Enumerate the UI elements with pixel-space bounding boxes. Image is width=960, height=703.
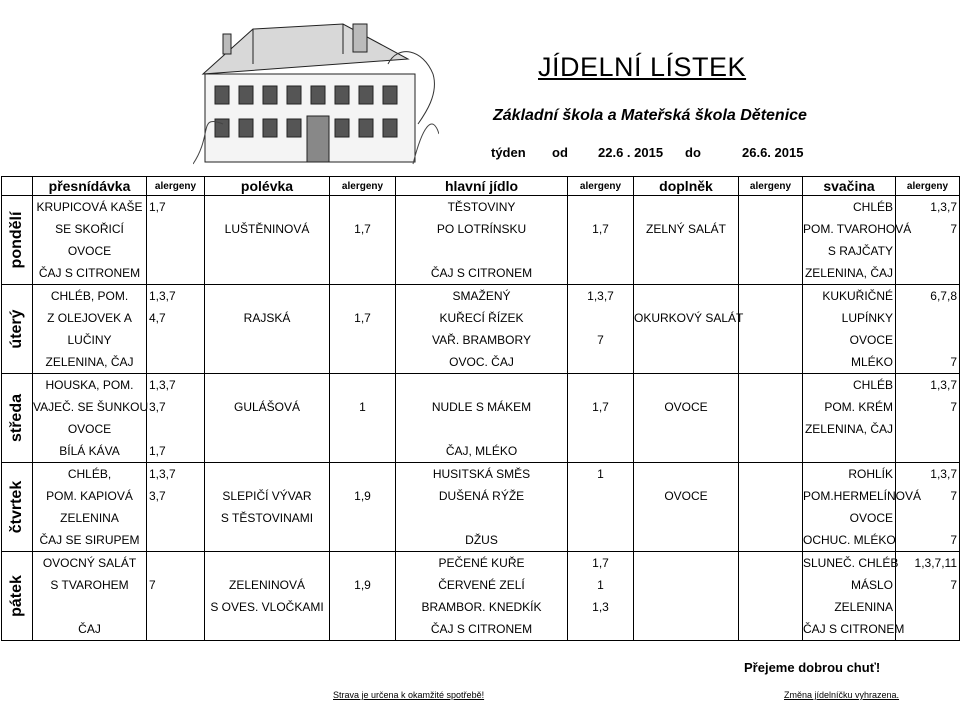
allergen-code: 7 [950,400,957,414]
menu-item [205,529,329,551]
allergen-code: 6,7,8 [930,289,957,303]
menu-item [634,196,738,218]
allergen-code [739,529,802,551]
allergen-code [739,396,802,418]
allergen-code [147,507,204,529]
menu-item: ČAJ S CITRONEM [38,266,141,280]
allergen-code [147,329,204,351]
snack-alg-cell [896,374,960,463]
menu-item: OVOCE [67,244,112,258]
allergen-code: 1,7 [149,444,166,458]
allergen-code [896,240,959,262]
menu-item: CHLÉB [852,200,893,214]
menu-item [396,507,567,529]
menu-item: KUŘECÍ ŘÍZEK [439,311,524,325]
menu-item [634,529,738,551]
breakfast-cell [33,463,147,552]
allergen-code: 1,7 [592,556,609,570]
menu-item [205,285,329,307]
day-name-cell [2,196,33,285]
allergen-code [330,196,395,218]
allergen-code [330,262,395,284]
day-header [2,177,33,196]
allergen-code [739,418,802,440]
allergen-code [330,329,395,351]
menu-item [205,374,329,396]
allergen-code [568,240,633,262]
allergens-header: alergeny [330,177,396,196]
soup-alg-cell [330,552,396,641]
snack-alg-cell [896,552,960,641]
menu-item: OCHUC. MLÉKO [803,533,896,547]
allergen-code [739,596,802,618]
allergen-code [147,552,204,574]
menu-item: KRUPICOVÁ KAŠE [36,200,143,214]
menu-item [634,618,738,640]
breakfast-alg-cell [147,463,205,552]
menu-item: Z OLEJOVEK A [47,311,132,325]
snack-cell [803,463,922,552]
menu-item [205,240,329,262]
menu-item: CHLÉB, POM. [50,289,129,303]
soup-alg-cell [330,463,396,552]
allergen-code: 1 [359,400,366,414]
allergens-header: alergeny [568,177,634,196]
allergen-code [330,440,395,462]
menu-item [205,440,329,462]
allergen-code [147,596,204,618]
note-changes: Změna jídelníčku vyhrazena. [784,690,900,700]
menu-item: S TVAROHEM [50,578,129,592]
snack-cell [803,552,905,641]
snack-cell [803,374,896,463]
menu-item: OVOCE [664,489,708,503]
menu-item [634,596,738,618]
menu-item [634,240,738,262]
snack-cell [803,196,912,285]
menu-item: VAJEČ. SE ŠUNKOU [33,400,149,414]
side-cell [634,285,744,374]
allergen-code [147,618,204,640]
menu-item [634,262,738,284]
menu-item: S RAJČATY [827,244,893,258]
menu-item: PEČENÉ KUŘE [438,556,525,570]
menu-item: SLUNEČ. CHLÉB [803,556,899,570]
breakfast-alg-cell [147,285,205,374]
main-cell [396,196,568,285]
allergen-code: 7 [950,578,957,592]
menu-item: POM. TVAROHOVÁ [803,222,912,236]
allergen-code [568,618,633,640]
allergen-code [568,262,633,284]
allergen-code: 7 [597,333,604,347]
allergen-code: 3,7 [149,400,166,414]
allergen-code [896,329,959,351]
menu-item [634,463,738,485]
menu-item [205,618,329,640]
snack-alg-cell [896,196,960,285]
allergen-code: 1,3,7 [149,378,176,392]
side-alg-cell [739,196,803,285]
menu-item: LUČINY [67,333,112,347]
allergen-code [330,507,395,529]
menu-item: HUSITSKÁ SMĚS [432,467,531,481]
menu-item: ZELENINA [834,600,893,614]
menu-item [634,418,738,440]
menu-item: PO LOTRÍNSKU [436,222,527,236]
soup-cell [205,463,330,552]
allergen-code [568,485,633,507]
menu-item: ČAJ S CITRONEM [430,622,533,636]
allergen-code [330,240,395,262]
allergen-code [568,351,633,373]
allergen-code [330,529,395,551]
note-storage: Strava je určena k okamžité spotřebě! [333,690,485,700]
allergen-code [896,507,959,529]
allergen-code: 1,3,7 [587,289,614,303]
menu-item: SLEPIČÍ VÝVAR [222,489,312,503]
menu-item: ČAJ, MLÉKO [445,444,518,458]
menu-item: CHLÉB, [67,467,112,481]
menu-item [33,596,146,618]
school-name: Základní škola a Mateřská škola Dětenice [493,107,807,124]
menu-item: CHLÉB [852,378,893,392]
menu-item: DUŠENÁ RÝŽE [438,489,525,503]
menu-item [634,440,738,462]
menu-item: GULÁŠOVÁ [233,400,301,414]
soup-header: polévka [205,177,330,196]
snack-header: svačina [803,177,896,196]
menu-item: OVOCE [849,511,893,525]
snack-alg-cell [896,463,960,552]
day-name: středa [8,393,25,443]
side-cell [634,552,739,641]
allergen-code [330,596,395,618]
allergen-code: 1,7 [354,311,371,325]
breakfast-alg-cell [147,552,205,641]
snack-cell [803,285,896,374]
allergen-code [739,329,802,351]
menu-item: OKURKOVÝ SALÁT [634,311,744,325]
allergen-code: 1 [597,578,604,592]
allergen-code [896,440,959,462]
menu-item: ČAJ S CITRONEM [430,266,533,280]
header-row [2,177,960,196]
allergen-code [739,218,802,240]
menu-item: S OVES. VLOČKAMI [210,600,324,614]
menu-item [205,196,329,218]
allergen-code: 1,3,7 [930,467,957,481]
breakfast-cell [33,285,147,374]
allergen-code: 3,7 [149,489,166,503]
allergen-code [147,529,204,551]
allergen-code [739,285,802,307]
allergen-code: 1,7 [149,200,166,214]
day-row [2,552,960,641]
side-cell [634,374,739,463]
allergens-header: alergeny [896,177,960,196]
page-title: JÍDELNÍ LÍSTEK [538,52,747,82]
to-label: do [685,145,701,160]
allergen-code [739,507,802,529]
menu-item: VAŘ. BRAMBORY [432,333,531,347]
allergen-code [330,285,395,307]
allergen-code [330,351,395,373]
menu-item: OVOC. ČAJ [449,355,514,369]
breakfast-cell [33,196,147,285]
menu-item: ZELENINOVÁ [228,578,306,592]
menu-item [205,463,329,485]
allergen-code [739,574,802,596]
allergens-header: alergeny [147,177,205,196]
to-date: 26.6. 2015 [742,145,804,160]
allergen-code [739,463,802,485]
soup-cell [205,196,330,285]
menu-item: ČERVENÉ ZELÍ [438,578,525,592]
menu-item [634,285,738,307]
menu-item [634,329,738,351]
allergen-code: 7 [950,355,957,369]
menu-item: ZELENINA [60,511,119,525]
menu-item: LUŠTĚNINOVÁ [224,222,310,236]
menu-item [205,262,329,284]
menu-item [396,240,567,262]
menu-item: BRAMBOR. KNEDKÍK [421,600,542,614]
menu-item: SE SKOŘICÍ [55,222,124,236]
main-dish-header: hlavní jídlo [396,177,568,196]
allergens-header: alergeny [739,177,803,196]
allergen-code [330,374,395,396]
allergen-code [739,440,802,462]
breakfast-alg-cell [147,374,205,463]
allergen-code [568,440,633,462]
day-name: čtvrtek [8,480,25,534]
menu-item [205,552,329,574]
allergen-code: 1,3,7 [149,289,176,303]
menu-item: BÍLÁ KÁVA [59,444,120,458]
menu-item: LUPÍNKY [841,311,893,325]
soup-cell [205,285,330,374]
allergen-code [568,196,633,218]
allergen-code: 7 [950,222,957,236]
menu-item [205,418,329,440]
allergen-code [330,418,395,440]
menu-item: ROHLÍK [848,467,893,481]
allergen-code: 1,3,7 [930,378,957,392]
menu-item: POM. KRÉM [824,400,893,414]
main-alg-cell [568,285,634,374]
week-label: týden [491,145,526,160]
menu-item [634,374,738,396]
menu-item: MLÉKO [850,355,893,369]
menu-item [634,574,738,596]
menu-item [396,418,567,440]
allergen-code: 1 [597,467,604,481]
main-alg-cell [568,374,634,463]
side-alg-cell [739,552,803,641]
menu-item [205,351,329,373]
menu-item: ČAJ SE SIRUPEM [39,533,140,547]
menu-item: ZELENINA, ČAJ [804,266,893,280]
main-cell [396,463,568,552]
allergen-code [330,618,395,640]
soup-alg-cell [330,196,396,285]
soup-alg-cell [330,374,396,463]
main-cell [396,374,568,463]
menu-item: OVOCE [67,422,112,436]
menu-item: RAJSKÁ [243,311,291,325]
side-header: doplněk [634,177,739,196]
main-cell [396,552,568,641]
allergen-code: 4,7 [149,311,166,325]
allergen-code: 7 [149,578,156,592]
allergen-code: 1,7 [592,400,609,414]
day-name-cell [2,285,33,374]
menu-item [205,329,329,351]
main-alg-cell [568,463,634,552]
breakfast-alg-cell [147,196,205,285]
menu-item [634,351,738,373]
greeting: Přejeme dobrou chuť! [744,660,881,675]
menu-item [634,507,738,529]
day-row [2,196,960,285]
allergen-code [739,262,802,284]
menu-item: POM.HERMELÍNOVÁ [803,489,922,503]
menu-item: HOUSKA, POM. [45,378,134,392]
side-alg-cell [739,374,803,463]
menu-item: S TĚSTOVINAMI [220,511,314,525]
allergen-code: 1,9 [354,578,371,592]
day-name-cell [2,552,33,641]
school-building-illustration [193,4,439,168]
allergen-code [568,307,633,329]
menu-item: MÁSLO [850,578,893,592]
side-alg-cell [739,463,803,552]
day-name: pondělí [8,211,25,269]
menu-item: DŽUS [465,533,498,547]
side-alg-cell [739,285,803,374]
main-cell [396,285,568,374]
day-name: úterý [8,309,25,349]
allergen-code [739,552,802,574]
day-row [2,463,960,552]
allergen-code [147,218,204,240]
allergen-code [147,262,204,284]
menu-item: ZELNÝ SALÁT [645,222,727,236]
allergen-code [147,418,204,440]
menu-item: ZELENINA, ČAJ [45,355,134,369]
soup-cell [205,374,330,463]
allergen-code [739,196,802,218]
menu-item: OVOCE [849,333,893,347]
allergen-code [147,351,204,373]
allergen-code: 1,3,7 [149,467,176,481]
menu-item: TĚSTOVINY [447,200,516,214]
allergen-code: 1,3,7 [930,200,957,214]
allergen-code: 7 [950,533,957,547]
soup-alg-cell [330,285,396,374]
breakfast-cell [33,374,147,463]
allergen-code: 1,3,7,11 [914,556,957,570]
allergen-code [896,307,959,329]
allergen-code [568,507,633,529]
menu-item [803,440,895,462]
soup-cell [205,552,330,641]
menu-item: POM. KAPIOVÁ [46,489,133,503]
from-label: od [552,145,568,160]
main-alg-cell [568,196,634,285]
menu-item: NUDLE S MÁKEM [431,400,532,414]
breakfast-header: přesnídávka [33,177,147,196]
allergen-code: 1,3 [592,600,609,614]
menu-item: ČAJ S CITRONEM [803,622,905,636]
allergen-code [739,618,802,640]
allergen-code [568,418,633,440]
menu-table [1,176,960,641]
allergen-code: 7 [950,489,957,503]
allergen-code [568,529,633,551]
day-name-cell [2,463,33,552]
menu-item: ZELENINA, ČAJ [804,422,893,436]
allergen-code [896,618,959,640]
allergen-code [568,374,633,396]
allergen-code [896,596,959,618]
allergen-code [330,552,395,574]
menu-item: OVOCE [664,400,708,414]
menu-item: SMAŽENÝ [452,289,511,303]
allergen-code [330,463,395,485]
day-name: pátek [8,575,25,617]
from-date: 22.6 . 2015 [598,145,664,160]
day-row [2,285,960,374]
allergen-code [739,307,802,329]
allergen-code: 1,7 [354,222,371,236]
day-name-cell [2,374,33,463]
side-cell [634,463,739,552]
allergen-code: 1,7 [592,222,609,236]
allergen-code: 1,9 [354,489,371,503]
allergen-code [896,418,959,440]
menu-item [396,374,567,396]
allergen-code [896,262,959,284]
allergen-code [739,374,802,396]
menu-item: ČAJ [78,622,101,636]
allergen-code [739,351,802,373]
menu-item: OVOCNÝ SALÁT [42,556,137,570]
main-alg-cell [568,552,634,641]
side-cell [634,196,739,285]
allergen-code [739,240,802,262]
day-row [2,374,960,463]
menu-item [634,552,738,574]
snack-alg-cell [896,285,960,374]
allergen-code [739,485,802,507]
allergen-code [147,240,204,262]
menu-item: KUKUŘIČNÉ [822,289,893,303]
breakfast-cell [33,552,147,641]
